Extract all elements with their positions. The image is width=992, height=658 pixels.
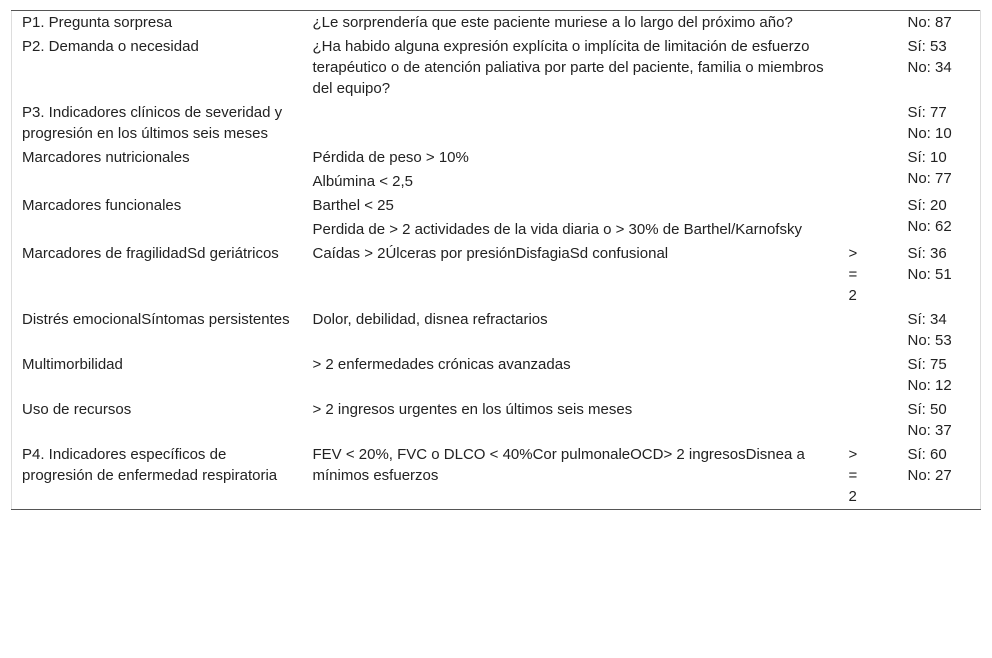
- result-value: Sí: 77No: 10: [907, 104, 952, 142]
- result-value: Sí: 53No: 34: [907, 38, 952, 76]
- result-value: Sí: 20No: 62: [907, 197, 952, 235]
- result-cell: [898, 194, 981, 242]
- result-cell: [898, 35, 981, 101]
- criterion-cell: Multimorbilidad: [22, 356, 123, 373]
- result-value: Sí: 36No: 51: [907, 245, 952, 283]
- question-line: ¿Le sorprendería que este paciente muriese a lo largo del próximo año?: [312, 14, 793, 31]
- threshold-cell: [839, 443, 898, 510]
- table-row: [12, 194, 981, 242]
- table-row: [12, 353, 981, 398]
- result-cell: [898, 353, 981, 398]
- threshold-cell: [839, 35, 898, 101]
- result-cell: [898, 146, 981, 194]
- question-line: > 2 enfermedades crónicas avanzadas: [312, 356, 571, 373]
- result-cell: [898, 443, 981, 510]
- result-cell: [898, 398, 981, 443]
- question-line: Perdida de > 2 actividades de la vida diaria o > 30% de Barthel/Karnofsky: [312, 221, 802, 238]
- question-line: FEV < 20%, FVC o DLCO < 40%Cor pulmonaleOCD> 2 ingresosDisnea a mínimos esfuerzos: [312, 446, 805, 484]
- threshold-cell: [839, 101, 898, 146]
- question-cell: [303, 398, 839, 443]
- criterion-cell: P4. Indicadores específicos de progresión de enfermedad respiratoria: [22, 446, 278, 484]
- table-row: [12, 146, 981, 194]
- result-value: Sí: 75No: 12: [907, 356, 952, 394]
- threshold-cell: [839, 242, 898, 308]
- table-row: [12, 11, 981, 36]
- threshold-cell: [839, 308, 898, 353]
- question-cell: [303, 146, 839, 194]
- result-value: Sí: 10No: 77: [907, 149, 952, 187]
- question-cell: [303, 308, 839, 353]
- result-cell: [898, 308, 981, 353]
- question-line: Pérdida de peso > 10%: [312, 149, 469, 166]
- criterion-cell: Marcadores de fragilidadSd geriátricos: [22, 245, 279, 262]
- criterion-cell: Marcadores funcionales: [22, 197, 182, 214]
- table-row: [12, 35, 981, 101]
- criterion-cell: P2. Demanda o necesidad: [22, 38, 199, 55]
- table-row: [12, 398, 981, 443]
- criterion-cell: Distrés emocionalSíntomas persistentes: [22, 311, 290, 328]
- question-cell: [303, 194, 839, 242]
- criteria-table-body: [12, 11, 981, 510]
- question-cell: [303, 242, 839, 308]
- threshold-cell: [839, 146, 898, 194]
- criterion-cell: Marcadores nutricionales: [22, 149, 190, 166]
- threshold-cell: [839, 194, 898, 242]
- result-value: Sí: 60No: 27: [907, 446, 952, 484]
- question-cell: [303, 443, 839, 510]
- question-cell: [303, 101, 839, 146]
- question-line: Barthel < 25: [312, 197, 394, 214]
- table-row: [12, 308, 981, 353]
- question-cell: [303, 35, 839, 101]
- result-value: Sí: 50No: 37: [907, 401, 952, 439]
- criterion-cell: P3. Indicadores clínicos de severidad y progresión en los últimos seis meses: [22, 104, 283, 142]
- threshold-cell: [839, 11, 898, 36]
- threshold-cell: [839, 353, 898, 398]
- result-cell: [898, 11, 981, 36]
- criterion-cell: Uso de recursos: [22, 401, 132, 418]
- question-line: ¿Ha habido alguna expresión explícita o implícita de limitación de esfuerzo terapéutico o de atención paliativa por parte del paciente, familia o miembros del equipo?: [312, 38, 824, 97]
- criterion-cell: P1. Pregunta sorpresa: [22, 14, 173, 31]
- table-row: [12, 101, 981, 146]
- question-line: Caídas > 2Úlceras por presiónDisfagiaSd confusional: [312, 245, 669, 262]
- result-cell: [898, 242, 981, 308]
- threshold-value: >=2: [848, 446, 858, 505]
- threshold-cell: [839, 398, 898, 443]
- result-value: Sí: 34No: 53: [907, 311, 952, 349]
- threshold-value: >=2: [848, 245, 858, 304]
- question-line: Albúmina < 2,5: [312, 173, 413, 190]
- question-cell: [303, 11, 839, 36]
- question-cell: [303, 353, 839, 398]
- table-row: [12, 242, 981, 308]
- question-line: > 2 ingresos urgentes en los últimos seis meses: [312, 401, 633, 418]
- table-row: [12, 443, 981, 510]
- result-cell: [898, 101, 981, 146]
- question-line: Dolor, debilidad, disnea refractarios: [312, 311, 548, 328]
- result-value: No: 87: [907, 14, 952, 31]
- criteria-table: [11, 10, 981, 510]
